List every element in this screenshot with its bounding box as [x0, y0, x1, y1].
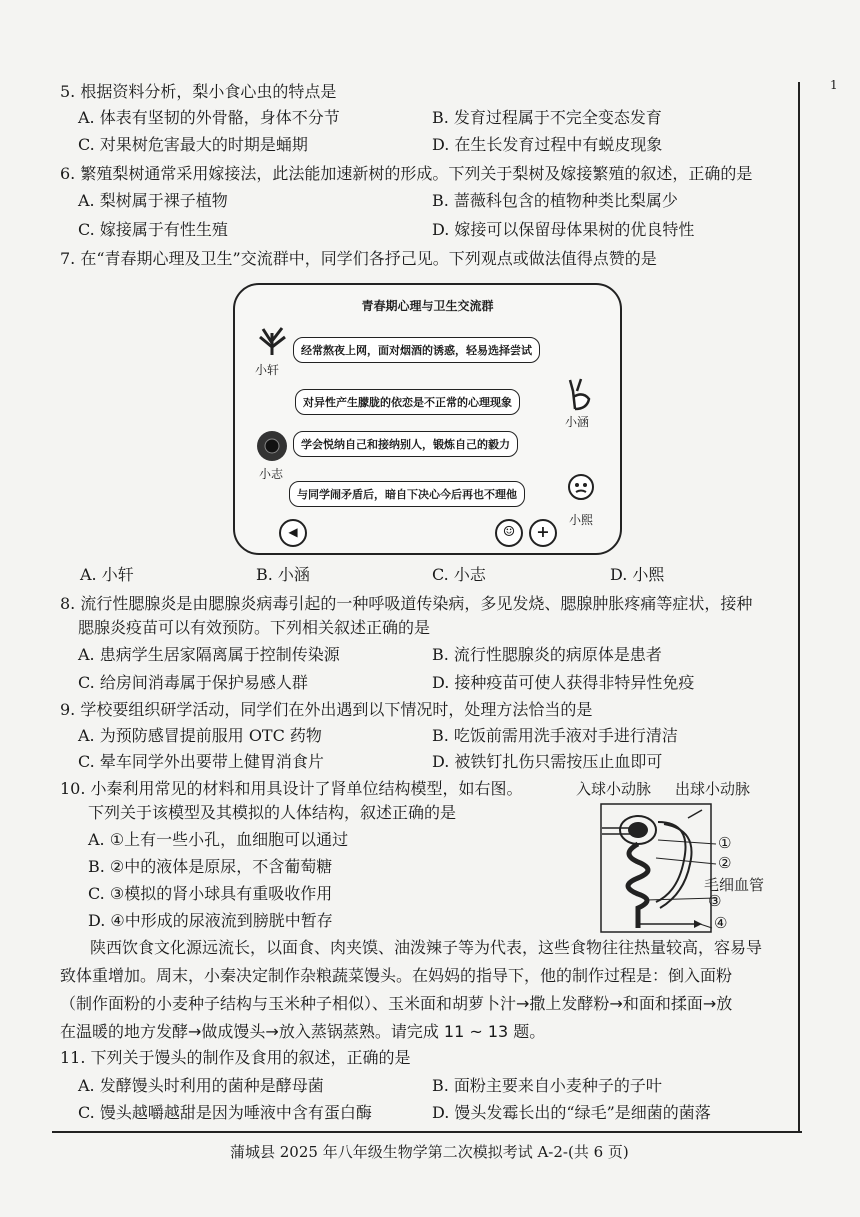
sunflower-avatar-icon [255, 429, 289, 463]
question-7-option-b: B. 小涵 [256, 565, 310, 584]
chat-group-title: 青春期心理与卫生交流群 [361, 299, 494, 313]
question-5-stem: 5. 根据资料分析，梨小食心虫的特点是 [60, 82, 337, 101]
victory-hand-avatar-icon [563, 377, 597, 411]
marker-2: ② [718, 854, 732, 872]
chat-message-xiaozhi: 学会悦纳自己和接纳别人，锻炼自己的毅力 [293, 431, 518, 457]
question-6-option-a: A. 梨树属于裸子植物 [78, 191, 228, 210]
nephron-model-diagram [598, 800, 798, 940]
chat-name-xiaoxi: 小熙 [569, 513, 594, 527]
page-edge-mark: 1 [830, 78, 838, 92]
label-afferent-arteriole: 入球小动脉 [576, 780, 652, 798]
question-8-option-c: C. 给房间消毒属于保护易感人群 [78, 673, 308, 692]
question-6-stem: 6. 繁殖梨树通常采用嫁接法，此法能加速新树的形成。下列关于梨树及嫁接繁殖的叙述，正确的是 [60, 164, 753, 183]
passage-line-2: 致体重增加。周末，小秦决定制作杂粮蔬菜馒头。在妈妈的指导下，他的制作过程是：倒入面粉 [60, 966, 733, 985]
right-border-line [798, 82, 800, 1132]
chat-group-panel [233, 283, 622, 555]
chat-name-xiaohan: 小涵 [565, 415, 590, 429]
question-9-option-b: B. 吃饭前需用洗手液对手进行清洁 [432, 726, 678, 745]
marker-4: ④ [714, 914, 728, 932]
question-5-option-c: C. 对果树危害最大的时期是蛹期 [78, 135, 308, 154]
question-8-option-b: B. 流行性腮腺炎的病原体是患者 [432, 645, 662, 664]
question-10-option-b: B. ②中的液体是原尿，不含葡萄糖 [88, 857, 333, 876]
plant-avatar-icon [255, 323, 289, 357]
passage-line-4: 在温暖的地方发酵→做成馒头→放入蒸锅蒸熟。请完成 11 ~ 13 题。 [60, 1022, 546, 1041]
question-10-stem-line-1: 10. 小秦利用常见的材料和用具设计了肾单位结构模型，如右图。 [60, 779, 523, 798]
marker-1: ① [718, 834, 732, 852]
passage-line-3: （制作面粉的小麦种子结构与玉米种子相似）、玉米面和胡萝卜汁→撒上发酵粉→和面和揉面→放 [60, 994, 733, 1013]
question-6-option-d: D. 嫁接可以保留母体果树的优良特性 [432, 220, 695, 239]
question-11-option-b: B. 面粉主要来自小麦种子的子叶 [432, 1076, 662, 1095]
question-7-option-c: C. 小志 [432, 565, 486, 584]
chat-message-xiaoxuan: 经常熬夜上网，面对烟酒的诱惑，轻易选择尝试 [293, 337, 540, 363]
question-11-option-c: C. 馒头越嚼越甜是因为唾液中含有蛋白酶 [78, 1103, 372, 1122]
chat-message-xiaoxi: 与同学闹矛盾后，暗自下决心今后再也不理他 [289, 481, 525, 507]
label-capillary: 毛细血管 [704, 876, 765, 894]
speaker-icon: ◀ [279, 519, 307, 547]
question-8-stem-line-2: 腮腺炎疫苗可以有效预防。下列相关叙述正确的是 [78, 618, 431, 637]
question-8-stem-line-1: 8. 流行性腮腺炎是由腮腺炎病毒引起的一种呼吸道传染病，多见发烧、腮腺肿胀疼痛等症状，接种 [60, 594, 753, 613]
question-11-option-a: A. 发酵馒头时利用的菌种是酵母菌 [78, 1076, 324, 1095]
question-9-stem: 9. 学校要组织研学活动，同学们在外出遇到以下情况时，处理方法恰当的是 [60, 700, 593, 719]
question-10-option-a: A. ①上有一些小孔，血细胞可以通过 [88, 830, 349, 849]
chat-message-xiaohan: 对异性产生朦胧的依恋是不正常的心理现象 [295, 389, 520, 415]
question-10-option-d: D. ④中形成的尿液流到膀胱中暂存 [88, 911, 333, 930]
bottom-border-line [52, 1131, 802, 1133]
question-5-option-a: A. 体表有坚韧的外骨骼，身体不分节 [78, 108, 340, 127]
question-9-option-a: A. 为预防感冒提前服用 OTC 药物 [78, 726, 322, 745]
cartoon-face-avatar-icon [563, 471, 597, 505]
chat-name-xiaoxuan: 小轩 [255, 363, 280, 377]
emoji-icon: ☺ [495, 519, 523, 547]
question-5-option-b: B. 发育过程属于不完全变态发育 [432, 108, 662, 127]
question-8-option-d: D. 接种疫苗可使人获得非特异性免疫 [432, 673, 695, 692]
question-11-stem: 11. 下列关于馒头的制作及食用的叙述，正确的是 [60, 1048, 411, 1067]
page-footer: 蒲城县 2025 年八年级生物学第二次模拟考试 A-2-(共 6 页) [230, 1143, 629, 1161]
question-7-stem: 7. 在“青春期心理及卫生”交流群中，同学们各抒己见。下列观点或做法值得点赞的是 [60, 249, 657, 268]
question-6-option-b: B. 蔷薇科包含的植物种类比梨属少 [432, 191, 678, 210]
passage-line-1: 陕西饮食文化源远流长，以面食、肉夹馍、油泼辣子等为代表，这些食物往往热量较高，容易导 [90, 938, 763, 957]
question-9-option-c: C. 晕车同学外出要带上健胃消食片 [78, 752, 324, 771]
question-7-option-d: D. 小熙 [610, 565, 665, 584]
question-9-option-d: D. 被铁钉扎伤只需按压止血即可 [432, 752, 663, 771]
marker-3: ③ [708, 892, 722, 910]
question-5-option-d: D. 在生长发育过程中有蜕皮现象 [432, 135, 663, 154]
label-efferent-arteriole: 出球小动脉 [675, 780, 751, 798]
question-11-option-d: D. 馒头发霉长出的“绿毛”是细菌的菌落 [432, 1103, 711, 1122]
question-8-option-a: A. 患病学生居家隔离属于控制传染源 [78, 645, 340, 664]
question-10-stem-line-2: 下列关于该模型及其模拟的人体结构，叙述正确的是 [88, 803, 457, 822]
plus-icon: + [529, 519, 557, 547]
chat-name-xiaozhi: 小志 [259, 467, 284, 481]
question-10-option-c: C. ③模拟的肾小球具有重吸收作用 [88, 884, 333, 903]
question-7-option-a: A. 小轩 [80, 565, 134, 584]
question-6-option-c: C. 嫁接属于有性生殖 [78, 220, 228, 239]
